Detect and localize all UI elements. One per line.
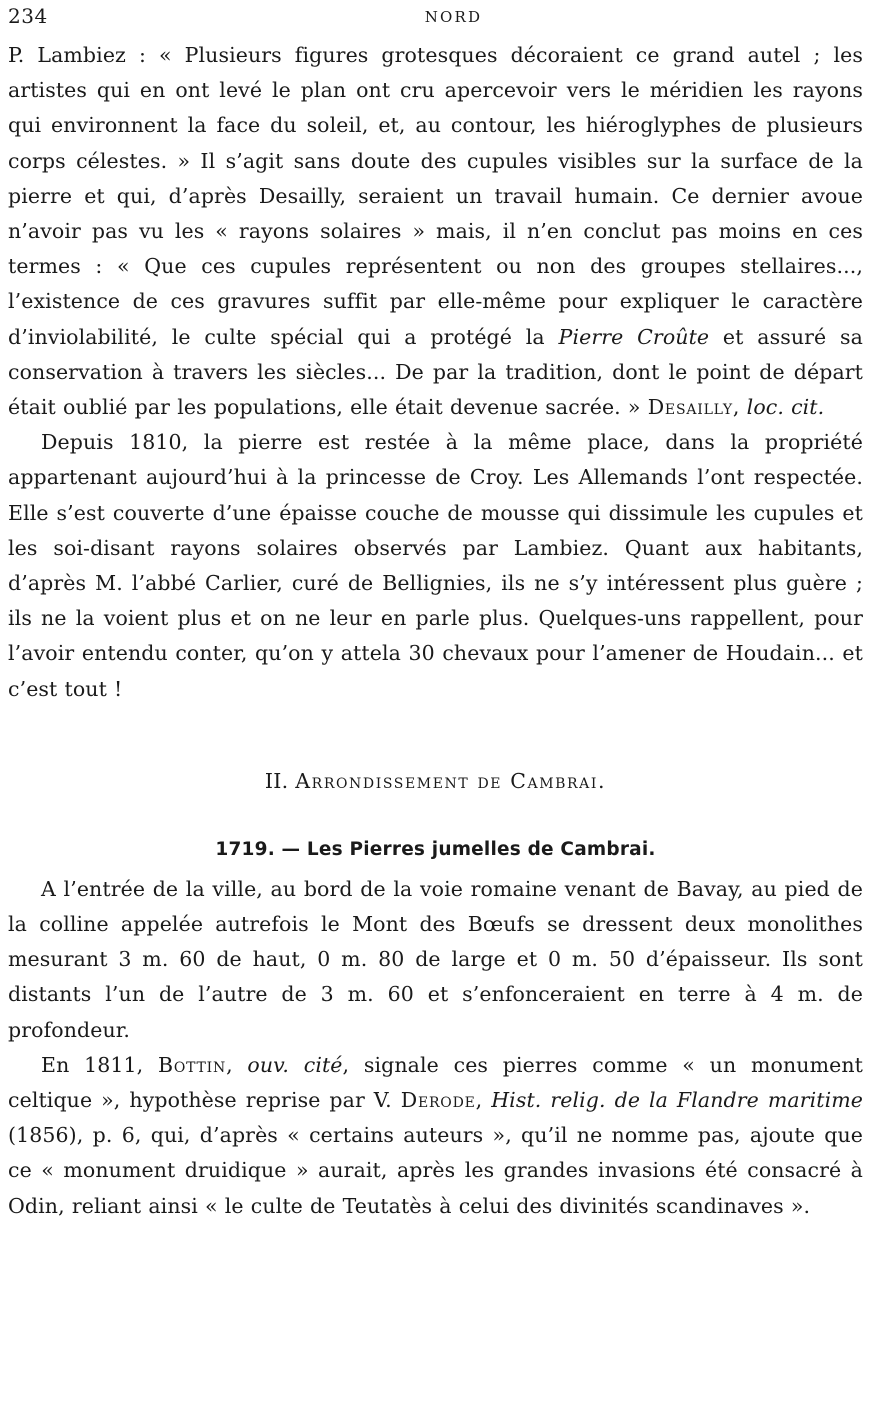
para4-seg4: ,: [475, 1088, 492, 1113]
para1-seg1: P. Lambiez : « Plusieurs figures grotesques décoraient ce grand autel ; les artistes qui en ont levé le plan ont cru apercevoir vers le méridien les rayons qui environnent la face du soleil, et, au contour, les hiéroglyphes de plusieurs corps célestes. » Il s’agit sans doute des cupules visibles sur la surface de la pierre et qui, d’après Desailly, seraient un travail humain. Ce dernier avoue n’avoir pas vu les « rayons solaires » mais, il n’en conclut pas moins en ces termes : « Que ces cupules représentent ou non des groupes stellaires..., l’existence de ces gravures suffit par elle-même pour expliquer le caractère d’inviolabilité, le culte spécial qui a protégé la: [8, 43, 863, 349]
entry-title: Les Pierres jumelles de Cambrai.: [306, 838, 656, 860]
paragraph-lambiez: [8, 38, 863, 425]
entry-number: 1719: [215, 838, 268, 860]
para4-seg5: (1856), p. 6, qui, d’après « certains auteurs », qu’il ne nomme pas, ajoute que ce « monument druidique » aurait, après les grandes invasions été consacré à Odin, reliant ainsi « le culte de Teutatès à celui des divinités scandinaves ».: [8, 1123, 863, 1218]
paragraph-entree-ville: A l’entrée de la ville, au bord de la voie romaine venant de Bavay, au pied de la colline appelée autrefois le Mont des Bœufs se dressent deux monolithes mesurant 3 m. 60 de haut, 0 m. 80 de large et 0 m. 50 d’épaisseur. Ils sont distants l’un de l’autre de 3 m. 60 et s’enfonceraient en terre à 4 m. de profondeur.: [8, 876, 863, 1042]
running-title: NORD: [424, 8, 483, 26]
para4-ouv-cite: ouv. cité: [247, 1052, 343, 1077]
para1-seg3: ,: [732, 395, 747, 420]
para4-work-title: Hist. relig. de la Flandre maritime: [491, 1088, 864, 1113]
running-head: [8, 4, 863, 38]
para1-loc-cit: loc. cit.: [746, 395, 825, 420]
para1-seg2: et assuré sa conservation à travers les siècles... De par la tradition, dont le point de départ était oublié par les populations, elle était devenue sacrée. »: [8, 324, 863, 420]
para4-author-derode: Derode: [400, 1088, 476, 1113]
para4-seg1: En 1811,: [41, 1052, 158, 1077]
paragraph-en-1811: [8, 1048, 863, 1224]
para1-citation-author: Desailly: [647, 395, 733, 420]
entry-separator: . —: [267, 838, 307, 860]
para4-seg3: , signale ces pierres comme « un monument celtique », hypothèse reprise par V.: [8, 1052, 863, 1113]
para4-author-bottin: Bottin: [158, 1052, 227, 1077]
page-number: 234: [8, 4, 48, 28]
para4-seg2: ,: [226, 1052, 248, 1077]
paragraph-depuis-1810: Depuis 1810, la pierre est restée à la même place, dans la propriété appartenant aujourd’hui à la princesse de Croy. Les Allemands l’ont respectée. Elle s’est couverte d’une épaisse couche de mousse qui dissimule les cupules et les soi-disant rayons solaires observés par Lambiez. Quant aux habitants, d’après M. l’abbé Carlier, curé de Bellignies, ils ne s’y intéressent plus guère ; ils ne la voient plus et on ne leur en parle plus. Quelques-uns rappellent, pour l’avoir entendu conter, qu’on y attela 30 chevaux pour l’amener de Houdain... et c’est tout !: [8, 430, 863, 701]
page-content: [8, 0, 863, 1224]
entry-heading: [8, 839, 863, 860]
section-title: Arrondissement de Cambrai.: [295, 768, 607, 793]
section-numeral: II.: [264, 768, 296, 793]
section-heading: [8, 769, 863, 793]
para1-italic-title: Pierre Croûte: [558, 324, 710, 349]
